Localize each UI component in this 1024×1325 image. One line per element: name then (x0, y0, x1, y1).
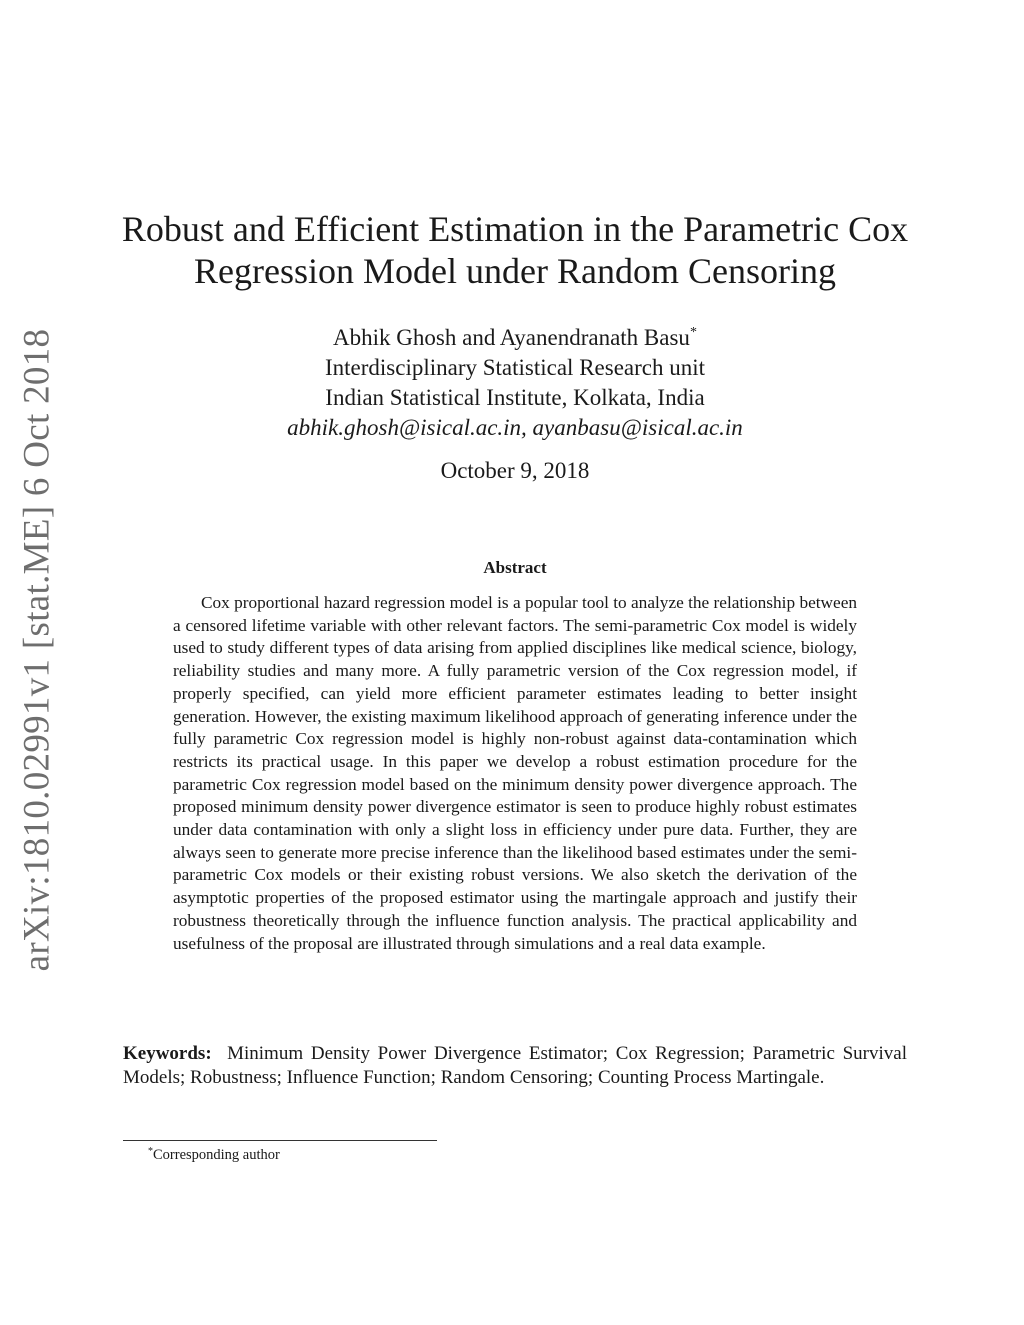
footnote-mark: * (148, 1146, 153, 1157)
arxiv-identifier-stamp: arXiv:1810.02991v1 [stat.ME] 6 Oct 2018 (16, 328, 58, 972)
corresponding-author-mark: * (689, 325, 697, 340)
paper-date: October 9, 2018 (440, 458, 590, 483)
paper-title (0, 208, 1024, 292)
author-emails: abhik.ghosh@isical.ac.in, ayanbasu@isical.ac.in (287, 415, 743, 440)
keywords-paragraph (123, 1042, 907, 1090)
title-line-2: Regression Model under Random Censoring (194, 251, 836, 291)
author-names-line (0, 318, 1024, 353)
keywords-label: Keywords: (123, 1043, 212, 1064)
abstract-heading: Abstract (483, 558, 547, 577)
footnote-divider (123, 1140, 437, 1141)
affiliation-line-1: Interdisciplinary Statistical Research unit (324, 355, 706, 380)
abstract-text: Cox proportional hazard regression model is a popular tool to analyze the relationship between a censored lifetime variable with other relevant factors. The semi-parametric Cox model is widely used to study different types of data arising from applied disciplines like medical science, biology, reliability studies and many more. A fully parametric version of the Cox regression model, if properly specified, can yield more efficient parameter estimates leading to better insight generation. However, the existing maximum likelihood approach of generating inference under the fully parametric Cox regression model is highly non-robust against data-contamination which restricts its practical usage. In this paper we develop a robust estimation procedure for the parametric Cox regression model based on the minimum density power divergence approach. The proposed minimum density power divergence estimator is seen to produce highly robust estimates under data contamination with only a slight loss in efficiency under pure data. Further, they are always seen to generate more precise inference than the likelihood based estimates under the semi-parametric Cox models or their existing robust versions. We also sketch the derivation of the asymptotic properties of the proposed estimator using the martingale approach and justify their robustness theoretically through the influence function analysis. The practical applicability and usefulness of the proposal are illustrated through simulations and a real data example. (173, 593, 858, 953)
footnote-text: Corresponding author (153, 1147, 280, 1163)
footnote (148, 1146, 280, 1164)
author-block (0, 318, 1024, 443)
author-names: Abhik Ghosh and Ayanendranath Basu (333, 325, 690, 350)
keywords-text: Minimum Density Power Divergence Estimator; Cox Regression; Parametric Survival Models; Robustness; Influence Function; Random Censoring; Counting Process Martingale. (123, 1043, 908, 1088)
title-line-1: Robust and Efficient Estimation in the Parametric Cox (121, 209, 909, 249)
affiliation-line-2: Indian Statistical Institute, Kolkata, India (325, 385, 705, 410)
